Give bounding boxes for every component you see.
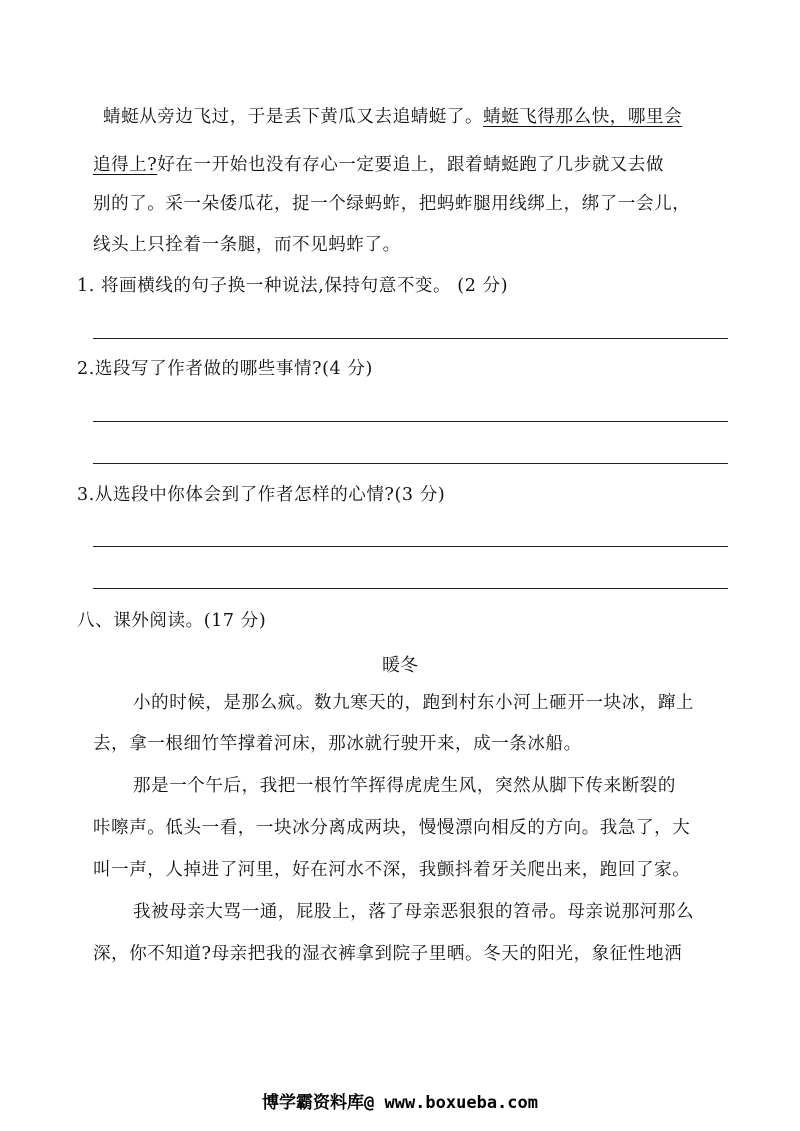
passage-line-1-text: 蜻蜓从旁边飞过，于是丢下黄瓜又去追蜻蜓了。: [103, 107, 484, 127]
passage-line-3: 别的了。采一朵倭瓜花，捉一个绿蚂蚱，把蚂蚱腿用线绑上，绑了一会儿，: [93, 194, 691, 214]
passage-line-2: [93, 155, 664, 176]
answer-line-q3-2[interactable]: [93, 588, 728, 589]
article-line-4: 咔嚓声。低头一看，一块冰分离成两块，慢慢漂向相反的方向。我急了，大: [93, 818, 691, 838]
footer-source: 博学霸资料库@ www.boxueba.com: [262, 1093, 538, 1113]
answer-line-q3-1[interactable]: [93, 546, 728, 547]
article-line-2: 去，拿一根细竹竿撑着河床，那冰就行驶开来，成一条冰船。: [93, 734, 582, 754]
article-title: 暖冬: [382, 655, 418, 676]
article-line-1: 小的时候，是那么疯。数九寒天的，跑到村东小河上砸开一块冰，蹿上: [133, 693, 695, 713]
article-line-3: 那是一个午后，我把一根竹竿挥得虎虎生风，突然从脚下传来断裂的: [133, 776, 676, 796]
question-3: 3.从选段中你体会到了作者怎样的心情?(3 分): [77, 485, 446, 505]
passage-line-2-text: 好在一开始也没有存心一定要追上，跟着蜻蜓跑了几步就又去做: [157, 155, 665, 175]
article-line-7: 深，你不知道?母亲把我的湿衣裤拿到院子里晒。冬天的阳光，象征性地洒: [93, 944, 683, 964]
answer-line-q2-2[interactable]: [93, 463, 728, 464]
article-line-5: 叫一声，人掉进了河里，好在河水不深，我颤抖着牙关爬出来，跑回了家。: [93, 860, 691, 880]
article-line-6: 我被母亲大骂一通，屁股上，落了母亲恶狠狠的笤帚。母亲说那河那么: [133, 902, 695, 922]
question-2: 2.选段写了作者做的哪些事情?(4 分): [77, 359, 373, 379]
section-8-heading: 八、课外阅读。(17 分): [77, 611, 267, 631]
underlined-sentence-part-1: 蜻蜓飞得那么快，哪里会: [483, 107, 683, 127]
passage-line-4: 线头上只拴着一条腿，而不见蚂蚱了。: [93, 235, 401, 255]
passage-line-1: [103, 107, 682, 128]
question-1: 1. 将画横线的句子换一种说法,保持句意不变。 (2 分): [77, 276, 509, 296]
answer-line-q2-1[interactable]: [93, 421, 728, 422]
underlined-sentence-part-2: 追得上?: [93, 155, 158, 175]
answer-line-q1[interactable]: [93, 338, 728, 339]
